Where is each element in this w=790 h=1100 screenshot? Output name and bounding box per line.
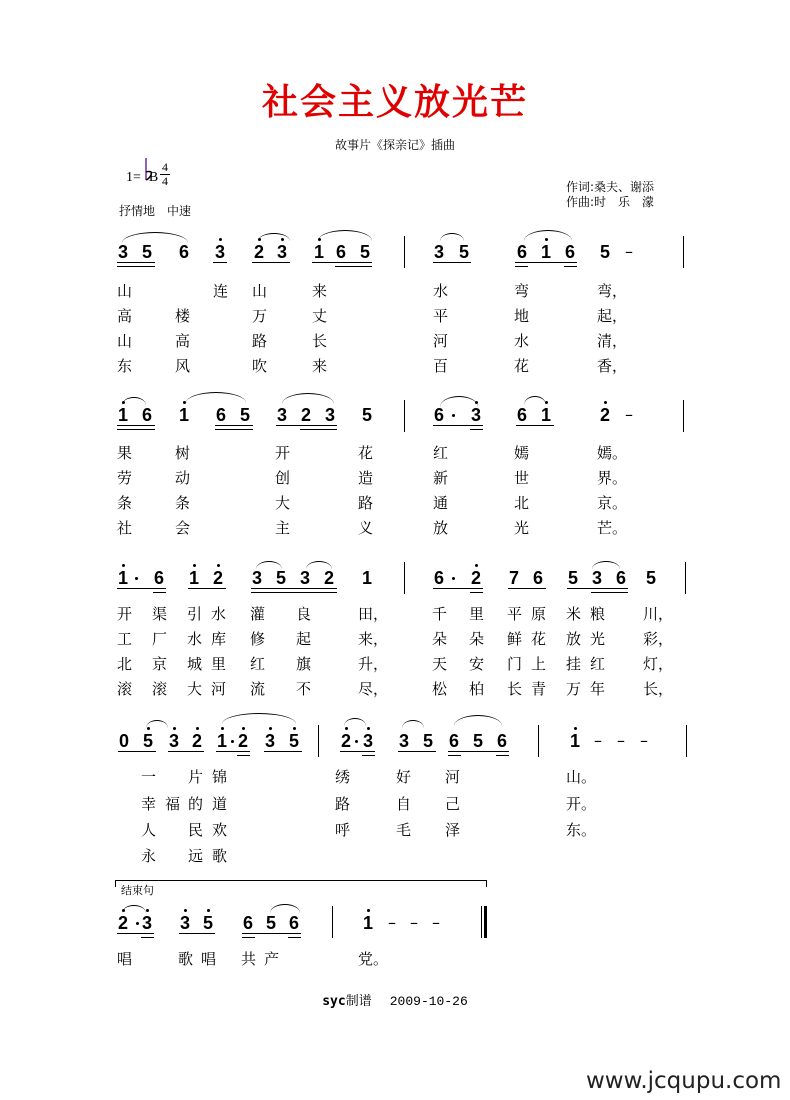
lyric: 义 — [358, 519, 374, 537]
lyric: 北 — [117, 655, 133, 673]
lyric: 芒。 — [597, 519, 628, 537]
lyric: 党。 — [358, 950, 389, 968]
lyric: 京 — [152, 655, 168, 673]
lyric: 唱 — [201, 950, 217, 968]
lyric: 放 — [566, 630, 582, 648]
lyric: 水 — [211, 605, 227, 623]
lyric: 河 — [445, 768, 461, 786]
lyric: 水 — [187, 630, 203, 648]
lyric: 山 — [117, 332, 133, 350]
lyric: 流 — [250, 680, 266, 698]
lyric: 路 — [252, 332, 268, 350]
lyric: 千 — [432, 605, 448, 623]
lyric: 山 — [117, 282, 133, 300]
time-top: 4 — [162, 160, 168, 174]
lyric: 绣 — [335, 768, 351, 786]
lyric: 上 — [531, 655, 547, 673]
lyric: 滚 — [152, 680, 168, 698]
lyric: 弯 — [514, 282, 530, 300]
lyric: 花 — [531, 630, 547, 648]
lyric: 红 — [590, 655, 606, 673]
lyric: 吹 — [252, 357, 268, 375]
lyric: 年 — [590, 680, 606, 698]
lyric: 花 — [514, 357, 530, 375]
lyric: 高 — [117, 307, 133, 325]
lyric: 田， — [358, 605, 389, 623]
lyric: 鲜 — [507, 630, 523, 648]
lyric: 歌 — [212, 847, 228, 865]
lyric: 产 — [264, 950, 280, 968]
lyric: 安 — [469, 655, 485, 673]
lyric: 东。 — [566, 821, 597, 839]
lyric: 道 — [212, 795, 228, 813]
lyric: 片 — [188, 768, 204, 786]
lyric: 歌 — [178, 950, 194, 968]
lyric: 灌 — [250, 605, 266, 623]
key-note: B — [148, 170, 159, 185]
lyric: 水 — [514, 332, 530, 350]
date: 2009-10-26 — [389, 994, 468, 1009]
flat-icon — [143, 158, 155, 184]
lyric: 北 — [514, 494, 530, 512]
lyric: 风 — [175, 357, 191, 375]
lyric: 红 — [433, 444, 449, 462]
lyric: 清， — [597, 332, 628, 350]
lyric: 好 — [396, 768, 412, 786]
lyric: 造 — [358, 469, 374, 487]
lyric: 嫣 — [514, 444, 530, 462]
lyric: 新 — [433, 469, 449, 487]
lyric: 开 — [117, 605, 133, 623]
lyric: 世 — [514, 469, 530, 487]
lyric: 百 — [433, 357, 449, 375]
lyric: 河 — [211, 680, 227, 698]
lyric: 树 — [175, 444, 191, 462]
lyric: 主 — [275, 519, 291, 537]
lyric: 山 — [252, 282, 268, 300]
lyric: 粮 — [590, 605, 606, 623]
lyricist: 作词:桑夫、谢添 — [566, 180, 655, 194]
lyric: 自 — [396, 795, 412, 813]
lyric: 创 — [275, 469, 291, 487]
lyric: 滚 — [117, 680, 133, 698]
lyric: 果 — [117, 444, 133, 462]
lyric: 修 — [250, 630, 266, 648]
lyric: 楼 — [175, 307, 191, 325]
lyric: 嫣。 — [597, 444, 628, 462]
lyric: 泽 — [445, 821, 461, 839]
lyric: 万 — [566, 680, 582, 698]
lyric: 不 — [296, 680, 312, 698]
lyric: 彩， — [643, 630, 674, 648]
lyric: 欢 — [212, 821, 228, 839]
lyric: 香， — [597, 357, 628, 375]
lyric: 幸 — [141, 795, 157, 813]
composer: 作曲:时 乐 濛 — [566, 195, 655, 209]
lyric: 高 — [175, 332, 191, 350]
lyric: 引 — [187, 605, 203, 623]
lyric: 来 — [312, 282, 328, 300]
lyric: 柏 — [469, 680, 485, 698]
lyric: 灯， — [643, 655, 674, 673]
lyric: 共 — [241, 950, 257, 968]
lyric: 原 — [531, 605, 547, 623]
lyric: 呼 — [335, 821, 351, 839]
lyric: 连 — [213, 282, 229, 300]
lyric: 厂 — [152, 630, 168, 648]
lyric: 红 — [250, 655, 266, 673]
lyric: 松 — [432, 680, 448, 698]
lyric: 库 — [211, 630, 227, 648]
lyric: 旗 — [296, 655, 312, 673]
lyric: 来， — [358, 630, 389, 648]
lyric: 丈 — [312, 307, 328, 325]
lyric: 光 — [514, 519, 530, 537]
time-bottom: 4 — [162, 174, 168, 188]
lyric: 渠 — [152, 605, 168, 623]
lyric: 升， — [358, 655, 389, 673]
lyric: 挂 — [566, 655, 582, 673]
lyric: 唱 — [117, 950, 133, 968]
lyric: 一 — [141, 768, 157, 786]
lyric: 的 — [188, 795, 204, 813]
lyric: 良 — [296, 605, 312, 623]
ending-bracket — [115, 880, 487, 887]
lyric: 长 — [312, 332, 328, 350]
footer — [0, 990, 790, 1009]
lyric: 朵 — [469, 630, 485, 648]
lyric: 万 — [252, 307, 268, 325]
lyric: 劳 — [117, 469, 133, 487]
lyric: 青 — [531, 680, 547, 698]
lyric: 里 — [211, 655, 227, 673]
lyric: 福 — [165, 795, 181, 813]
lyric: 平 — [433, 307, 449, 325]
lyric: 花 — [358, 444, 374, 462]
credits — [566, 180, 654, 210]
lyric: 平 — [507, 605, 523, 623]
lyric: 朵 — [432, 630, 448, 648]
lyric: 门 — [507, 655, 523, 673]
lyric: 人 — [141, 821, 157, 839]
lyric: 起 — [296, 630, 312, 648]
lyric: 条 — [117, 494, 133, 512]
lyric: 来 — [312, 357, 328, 375]
tempo-marking: 抒情地 中速 — [119, 204, 192, 218]
lyric: 长 — [507, 680, 523, 698]
watermark: www.jcqupu.com — [586, 1068, 782, 1094]
lyric: 开。 — [566, 795, 597, 813]
lyric: 川， — [643, 605, 674, 623]
lyric: 远 — [188, 847, 204, 865]
lyric: 大 — [187, 680, 203, 698]
author: syc — [322, 994, 346, 1009]
lyric: 通 — [433, 494, 449, 512]
lyric: 地 — [514, 307, 530, 325]
lyric: 起， — [597, 307, 628, 325]
lyric: 光 — [590, 630, 606, 648]
lyric: 河 — [433, 332, 449, 350]
lyric: 民 — [188, 821, 204, 839]
key-label: 1= — [126, 170, 141, 185]
song-subtitle: 故事片《探亲记》插曲 — [334, 138, 455, 152]
time-signature — [160, 161, 170, 188]
lyric: 京。 — [597, 494, 628, 512]
lyric: 锦 — [212, 768, 228, 786]
lyric: 路 — [358, 494, 374, 512]
lyric: 社 — [117, 519, 133, 537]
lyric: 毛 — [396, 821, 412, 839]
lyric: 米 — [566, 605, 582, 623]
lyric: 大 — [275, 494, 291, 512]
lyric: 长， — [643, 680, 674, 698]
lyric: 条 — [175, 494, 191, 512]
lyric: 弯， — [597, 282, 628, 300]
lyric: 动 — [175, 469, 191, 487]
lyric: 会 — [175, 519, 191, 537]
lyric: 己 — [445, 795, 461, 813]
lyric: 东 — [117, 357, 133, 375]
made-label: 制谱 — [345, 994, 372, 1009]
lyric: 永 — [141, 847, 157, 865]
lyric: 尽， — [358, 680, 389, 698]
lyric: 水 — [433, 282, 449, 300]
lyric: 路 — [335, 795, 351, 813]
lyric: 天 — [432, 655, 448, 673]
lyric: 放 — [433, 519, 449, 537]
lyric: 开 — [275, 444, 291, 462]
lyric: 城 — [187, 655, 203, 673]
ending-label: 结束句 — [121, 884, 154, 897]
song-title: 社会主义放光芒 — [261, 81, 528, 123]
lyric: 工 — [117, 630, 133, 648]
lyric: 山。 — [566, 768, 597, 786]
lyric: 界。 — [597, 469, 628, 487]
lyric: 里 — [469, 605, 485, 623]
